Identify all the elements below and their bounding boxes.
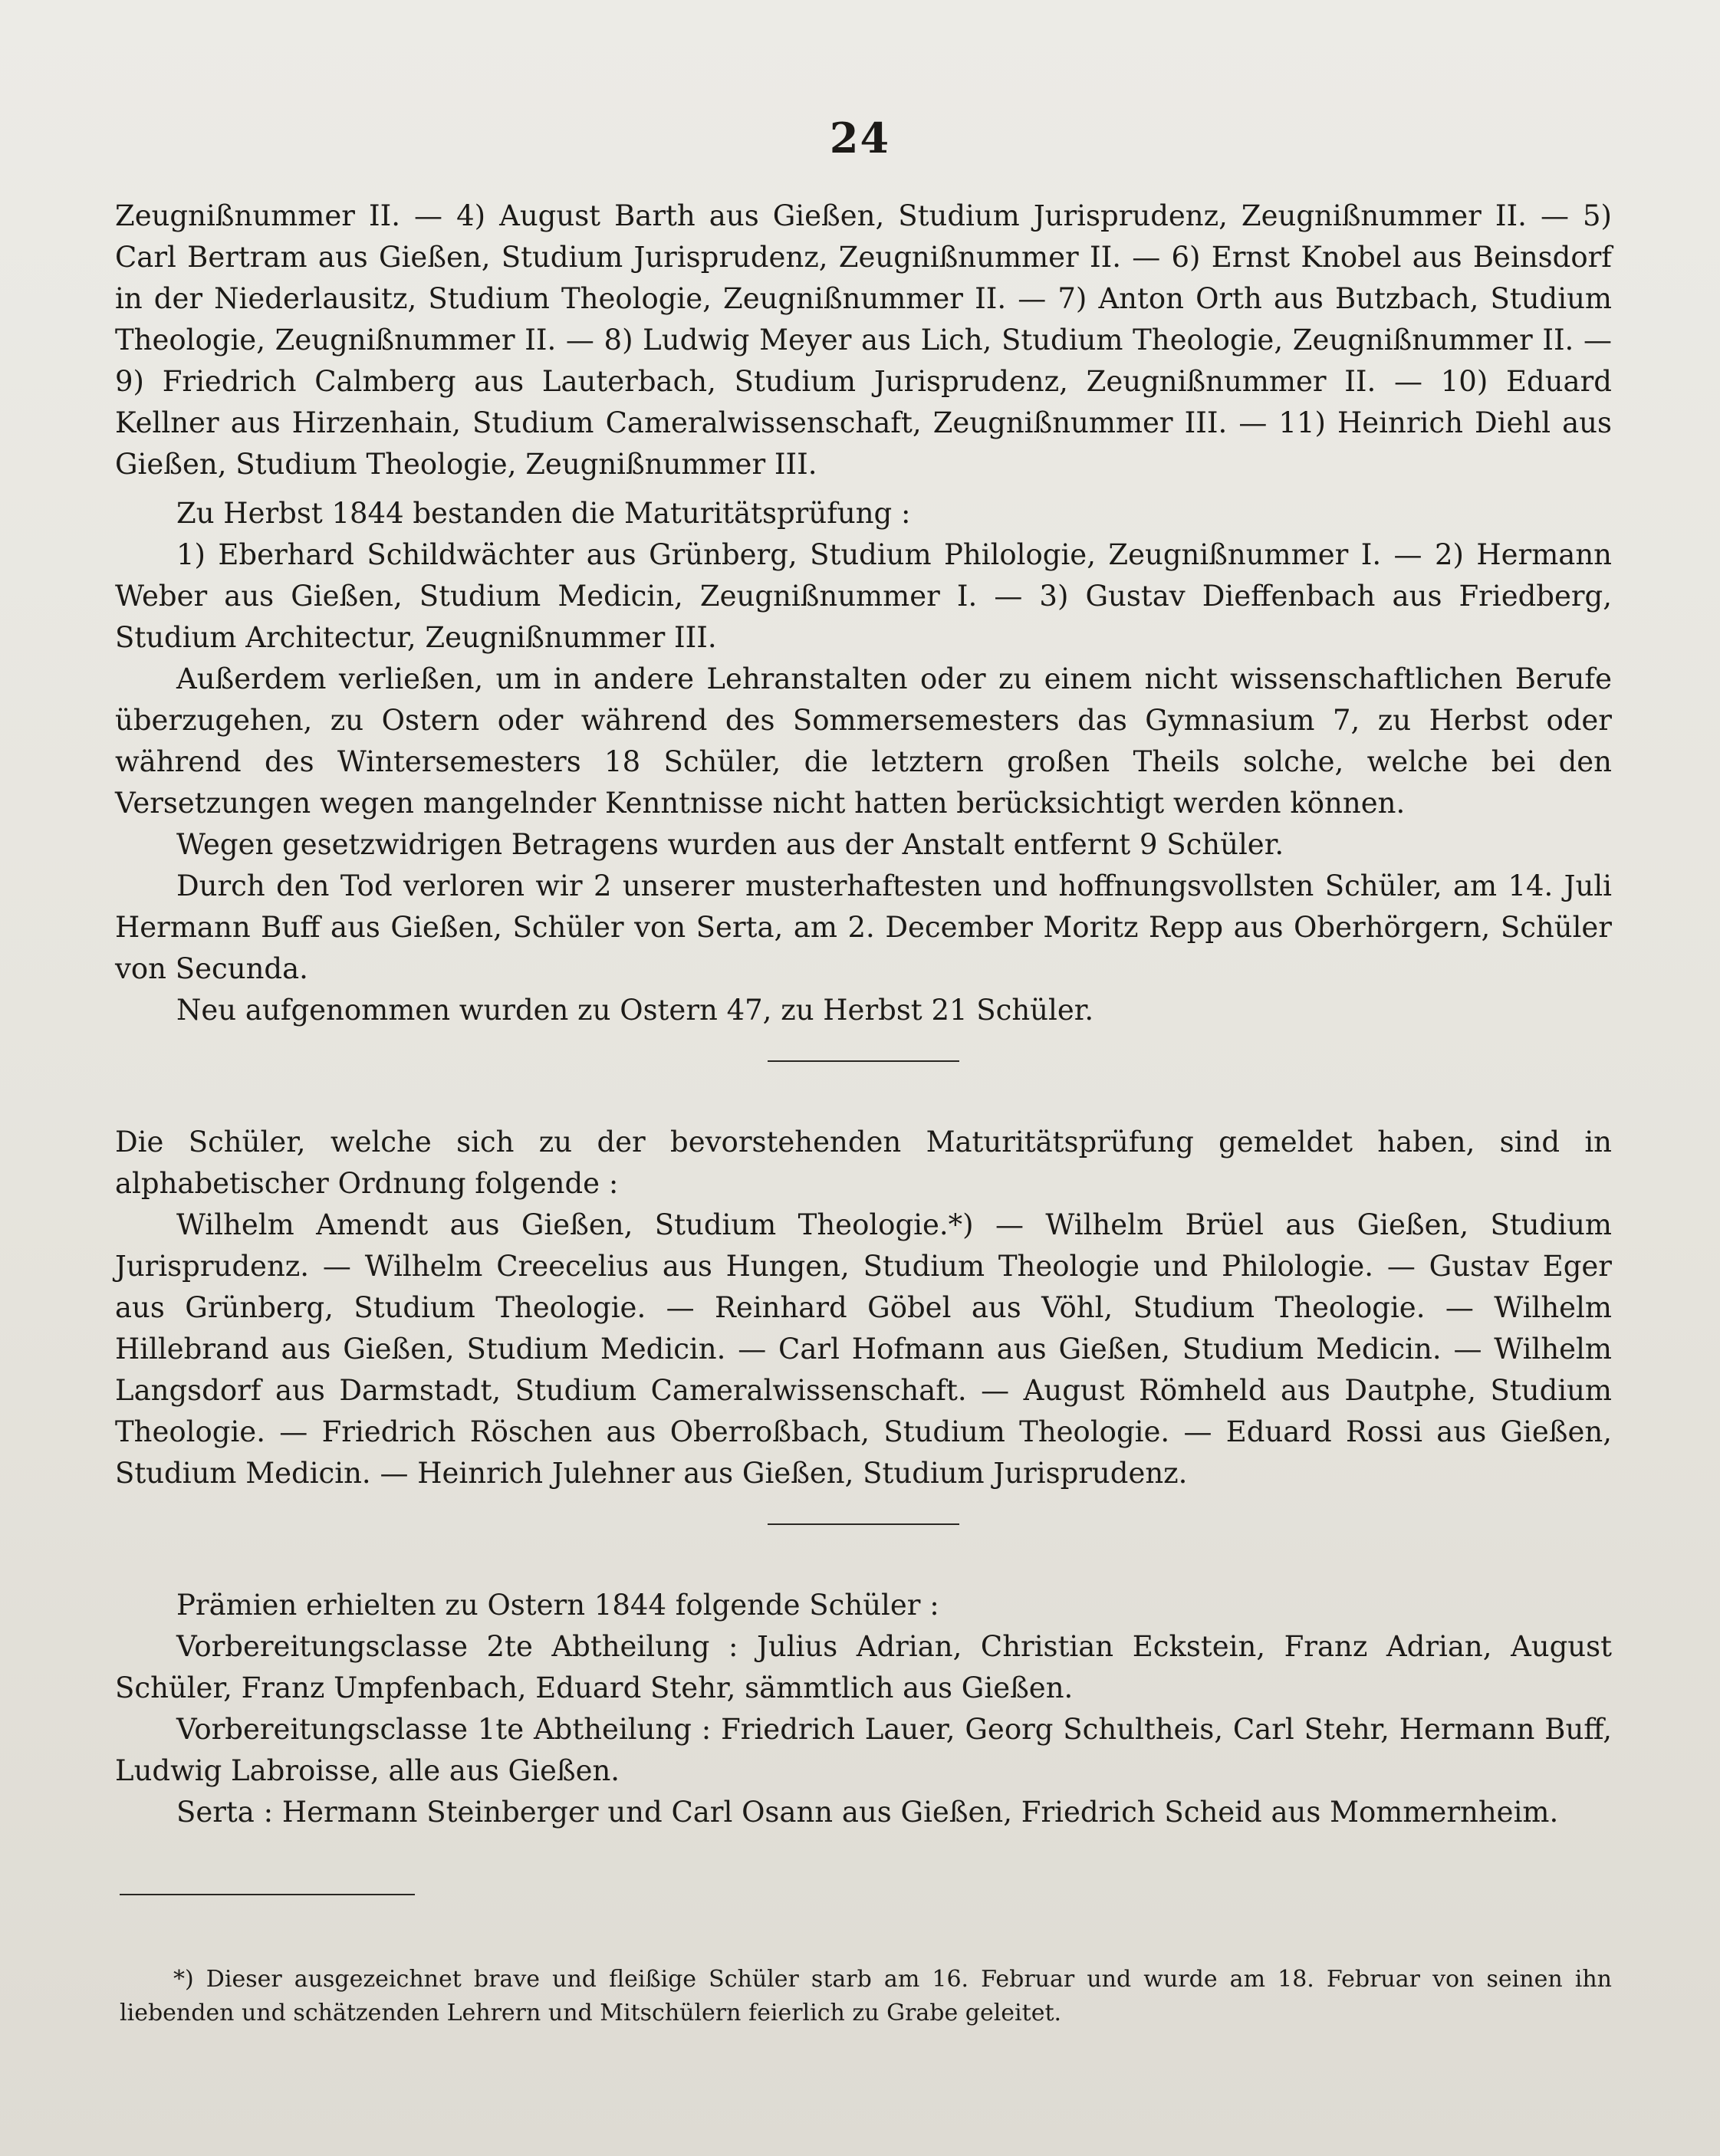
paragraph-candidates-list: Wilhelm Amendt aus Gießen, Studium Theologie.*) — Wilhelm Brüel aus Gießen, Studium Jurisprudenz. — Wilhelm Creecelius aus Hungen, Studium Theologie und Philologie. — Gustav Eger aus Grünberg, Studium Theologie. — Reinhard Göbel aus Vöhl, Studium Theologie. — Wilhelm Hillebrand aus Gießen, Studium Medicin. — Carl Hofmann aus Gießen, Studium Medicin. — Wilhelm Langsdorf aus Darmstadt, Studium Cameralwissenschaft. — August Römheld aus Dautphe, Studium Theologie. — Friedrich Röschen aus Oberroßbach, Studium Theologie. — Eduard Rossi aus Gießen, Studium Medicin. — Heinrich Julehner aus Gießen, Studium Jurisprudenz. [115, 1208, 1612, 1490]
footnote: *) Dieser ausgezeichnet brave und fleißige Schüler starb am 16. Februar und wurde am 18. Februar von seinen ihn liebenden und schätzenden Lehrern und Mitschülern feierlich zu Grabe geleitet. [120, 1966, 1612, 2026]
section-divider [768, 1060, 959, 1062]
paragraph-deaths: Durch den Tod verloren wir 2 unserer musterhaftesten und hoffnungsvollsten Schüler, am 14. Juli Hermann Buff aus Gießen, Schüler von Serta, am 2. December Moritz Repp aus Oberhörgern, Schüler von Secunda. [115, 869, 1612, 985]
paragraph-prizes-class-2: Vorbereitungsclasse 2te Abtheilung : Julius Adrian, Christian Eckstein, Franz Adrian, August Schüler, Franz Umpfenbach, Eduard Stehr, sämmtlich aus Gießen. [115, 1630, 1612, 1704]
page-body [115, 196, 1612, 1833]
page-number: 24 [829, 113, 891, 163]
paragraph-graduates-spring: Zeugnißnummer II. — 4) August Barth aus Gießen, Studium Jurisprudenz, Zeugnißnummer II. — 5) Carl Bertram aus Gießen, Studium Jurisprudenz, Zeugnißnummer II. — 6) Ernst Knobel aus Beinsdorf in der Niederlausitz, Studium Theologie, Zeugnißnummer II. — 7) Anton Orth aus Butzbach, Studium Theologie, Zeugnißnummer II. — 8) Ludwig Meyer aus Lich, Studium Theologie, Zeugnißnummer II. — 9) Friedrich Calmberg aus Lauterbach, Studium Jurisprudenz, Zeugnißnummer II. — 10) Eduard Kellner aus Hirzenhain, Studium Cameralwissenschaft, Zeugnißnummer III. — 11) Heinrich Diehl aus Gießen, Studium Theologie, Zeugnißnummer III. [115, 199, 1612, 481]
paragraph-autumn-heading: Zu Herbst 1844 bestanden die Maturitätsprüfung : [176, 497, 911, 530]
footnote-divider [120, 1894, 415, 1895]
paragraph-prizes-serta: Serta : Hermann Steinberger und Carl Osann aus Gießen, Friedrich Scheid aus Mommernheim. [176, 1796, 1559, 1829]
paragraph-graduates-autumn: 1) Eberhard Schildwächter aus Grünberg, Studium Philologie, Zeugnißnummer I. — 2) Hermann Weber aus Gießen, Studium Medicin, Zeugnißnummer I. — 3) Gustav Dieffenbach aus Friedberg, Studium Architectur, Zeugnißnummer III. [115, 538, 1612, 654]
paragraph-new-admissions: Neu aufgenommen wurden zu Ostern 47, zu Herbst 21 Schüler. [176, 994, 1094, 1027]
paragraph-expulsions: Wegen gesetzwidrigen Betragens wurden aus der Anstalt entfernt 9 Schüler. [176, 828, 1284, 861]
paragraph-prizes-heading: Prämien erhielten zu Ostern 1844 folgende Schüler : [176, 1589, 939, 1622]
paragraph-prizes-class-1: Vorbereitungsclasse 1te Abtheilung : Friedrich Lauer, Georg Schultheis, Carl Stehr, Hermann Buff, Ludwig Labroisse, alle aus Gießen. [115, 1713, 1612, 1787]
section-divider [768, 1523, 959, 1525]
paragraph-candidates-intro: Die Schüler, welche sich zu der bevorstehenden Maturitätsprüfung gemeldet haben, sind in alphabetischer Ordnung folgende : [115, 1126, 1612, 1200]
paragraph-departures: Außerdem verließen, um in andere Lehranstalten oder zu einem nicht wissenschaftlichen Berufe überzugehen, zu Ostern oder während des Sommersemesters das Gymnasium 7, zu Herbst oder während des Wintersemesters 18 Schüler, die letztern großen Theils solche, welche bei den Versetzungen wegen mangelnder Kenntnisse nicht hatten berücksichtigt werden können. [115, 662, 1612, 820]
